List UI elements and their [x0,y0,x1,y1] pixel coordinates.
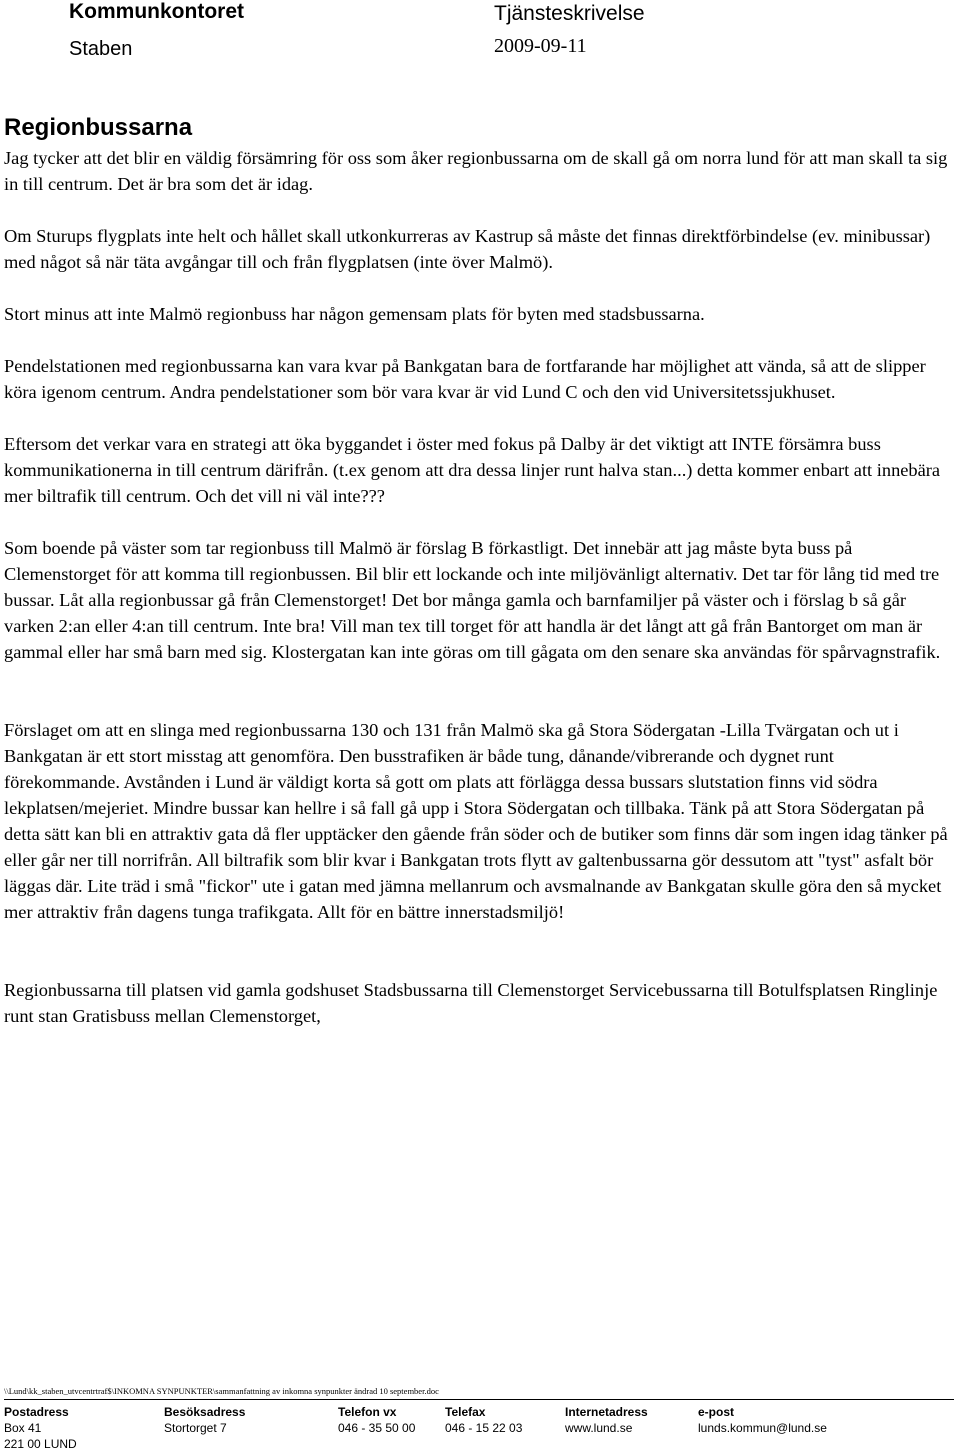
footer-postal-line2: 221 00 LUND [4,1437,77,1451]
document-body [4,145,954,1029]
paragraph: Om Sturups flygplats inte helt och hållet skall utkonkurreras av Kastrup så måste det finnas direktförbindelse (ev. minibussar) med något så när täta avgångar till och från flygplatsen (inte över Malmö). [4,226,931,272]
paragraph: Pendelstationen med regionbussarna kan vara kvar på Bankgatan bara de fortfarande har möjlighet att vända, så att de slipper köra igenom centrum. Andra pendelstationer som bör vara kvar är vid Lund C och den vid Universitetssjukhuset. [4,356,926,402]
document-type: Tjänsteskrivelse [494,2,645,25]
organization-name: Kommunkontoret [69,0,244,23]
footer-email-label: e-post [698,1405,734,1419]
footer-divider [4,1399,954,1400]
footer-postal-line1: Box 41 [4,1421,42,1435]
paragraph: Regionbussarna till platsen vid gamla godshuset Stadsbussarna till Clemenstorget Servicebussarna till Botulfsplatsen Ringlinje runt stan Gratisbuss mellan Clemenstorget, [4,980,938,1026]
paragraph: Som boende på väster som tar regionbuss till Malmö är förslag B förkastligt. Det innebär att jag måste byta buss på Clemenstorget för att komma till regionbussen. Bil blir ett lockande och inte miljövänligt alternativ. Det tar för lång tid med tre bussar. Låt alla regionbussar gå från Clemenstorget! Det bor många gamla och barnfamiljer på väster och i förslag b så går varken 2:an eller 4:an till centrum. Inte bra! Vill man tex till torget för att handla är det långt att gå från Bantorget om man är gammal eller har små barn med sig. Klostergatan kan inte göras om till gågata om den senare ska användas för spårvagnstrafik. [4,538,941,662]
document-date: 2009-09-11 [494,35,587,57]
paragraph: Stort minus att inte Malmö regionbuss har någon gemensam plats för byten med stadsbussarna. [4,304,705,324]
footer-postal-label: Postadress [4,1405,69,1419]
footer-visit [164,1404,245,1436]
paragraph: Eftersom det verkar vara en strategi att öka byggandet i öster med fokus på Dalby är det viktigt att INTE försämra buss kommunikationerna in till centrum därifrån. (t.ex genom att dra dessa linjer runt halva stan...) detta kommer enbart att innebära mer biltrafik till centrum. Och det vill ni väl inte??? [4,434,941,506]
footer-web-link[interactable]: www.lund.se [565,1421,633,1435]
paragraph: Jag tycker att det blir en väldig försämring för oss som åker regionbussarna om de skall gå om norra lund för att man skall ta sig in till centrum. Det är bra som det är idag. [4,148,948,194]
footer-email-link[interactable]: lunds.kommun@lund.se [698,1421,827,1435]
footer-postal [4,1404,77,1452]
footer-visit-label: Besöksadress [164,1405,246,1419]
footer-web [565,1404,648,1436]
footer-phone-label: Telefon vx [338,1405,397,1419]
footer-phone-value: 046 - 35 50 00 [338,1421,416,1435]
footer-web-label: Internetadress [565,1405,648,1419]
footer-phone [338,1404,415,1436]
file-path: \\Lund\kk_staben_utvcentrtraf$\INKOMNA SYNPUNKTER\sammanfattning av inkomna synpunkter ändrad 10 september.doc [4,1386,439,1396]
document-title: Regionbussarna [4,114,193,141]
footer-fax-label: Telefax [445,1405,486,1419]
department-name: Staben [69,38,133,60]
paragraph: Förslaget om att en slinga med regionbussarna 130 och 131 från Malmö ska gå Stora Södergatan -Lilla Tvärgatan och ut i Bankgatan är ett stort misstag att genomföra. Den busstrafiken är både tung, dånande/vibrerande och dygnet runt förekommande. Avstånden i Lund är väldigt korta så gott om plats att förlägga dessa bussars slutstation finns vid södra lekplatsen/mejeriet. Mindre bussar kan hellre i så fall gå upp i Stora Södergatan och tillbaka. Tänk på att Stora Södergatan på detta sätt kan bli en attraktiv gata då fler upptäcker den gående från söder och de butiker som finns där som ingen idag tänker på eller går ner till norrifrån. All biltrafik som blir kvar i Bankgatan trots flytt av galtenbussarna gör dessutom att "tyst" asfalt bör läggas där. Lite träd i små "fickor" ute i gatan med jämna mellanrum och avsmalnande av Bankgatan skulle göra den så mycket mer attraktiv från dagens tunga trafikgata. Allt för en bättre innerstadsmiljö! [4,720,948,922]
footer-fax-value: 046 - 15 22 03 [445,1421,523,1435]
footer-visit-value: Stortorget 7 [164,1421,227,1435]
footer-fax [445,1404,522,1436]
footer-email [698,1404,827,1436]
